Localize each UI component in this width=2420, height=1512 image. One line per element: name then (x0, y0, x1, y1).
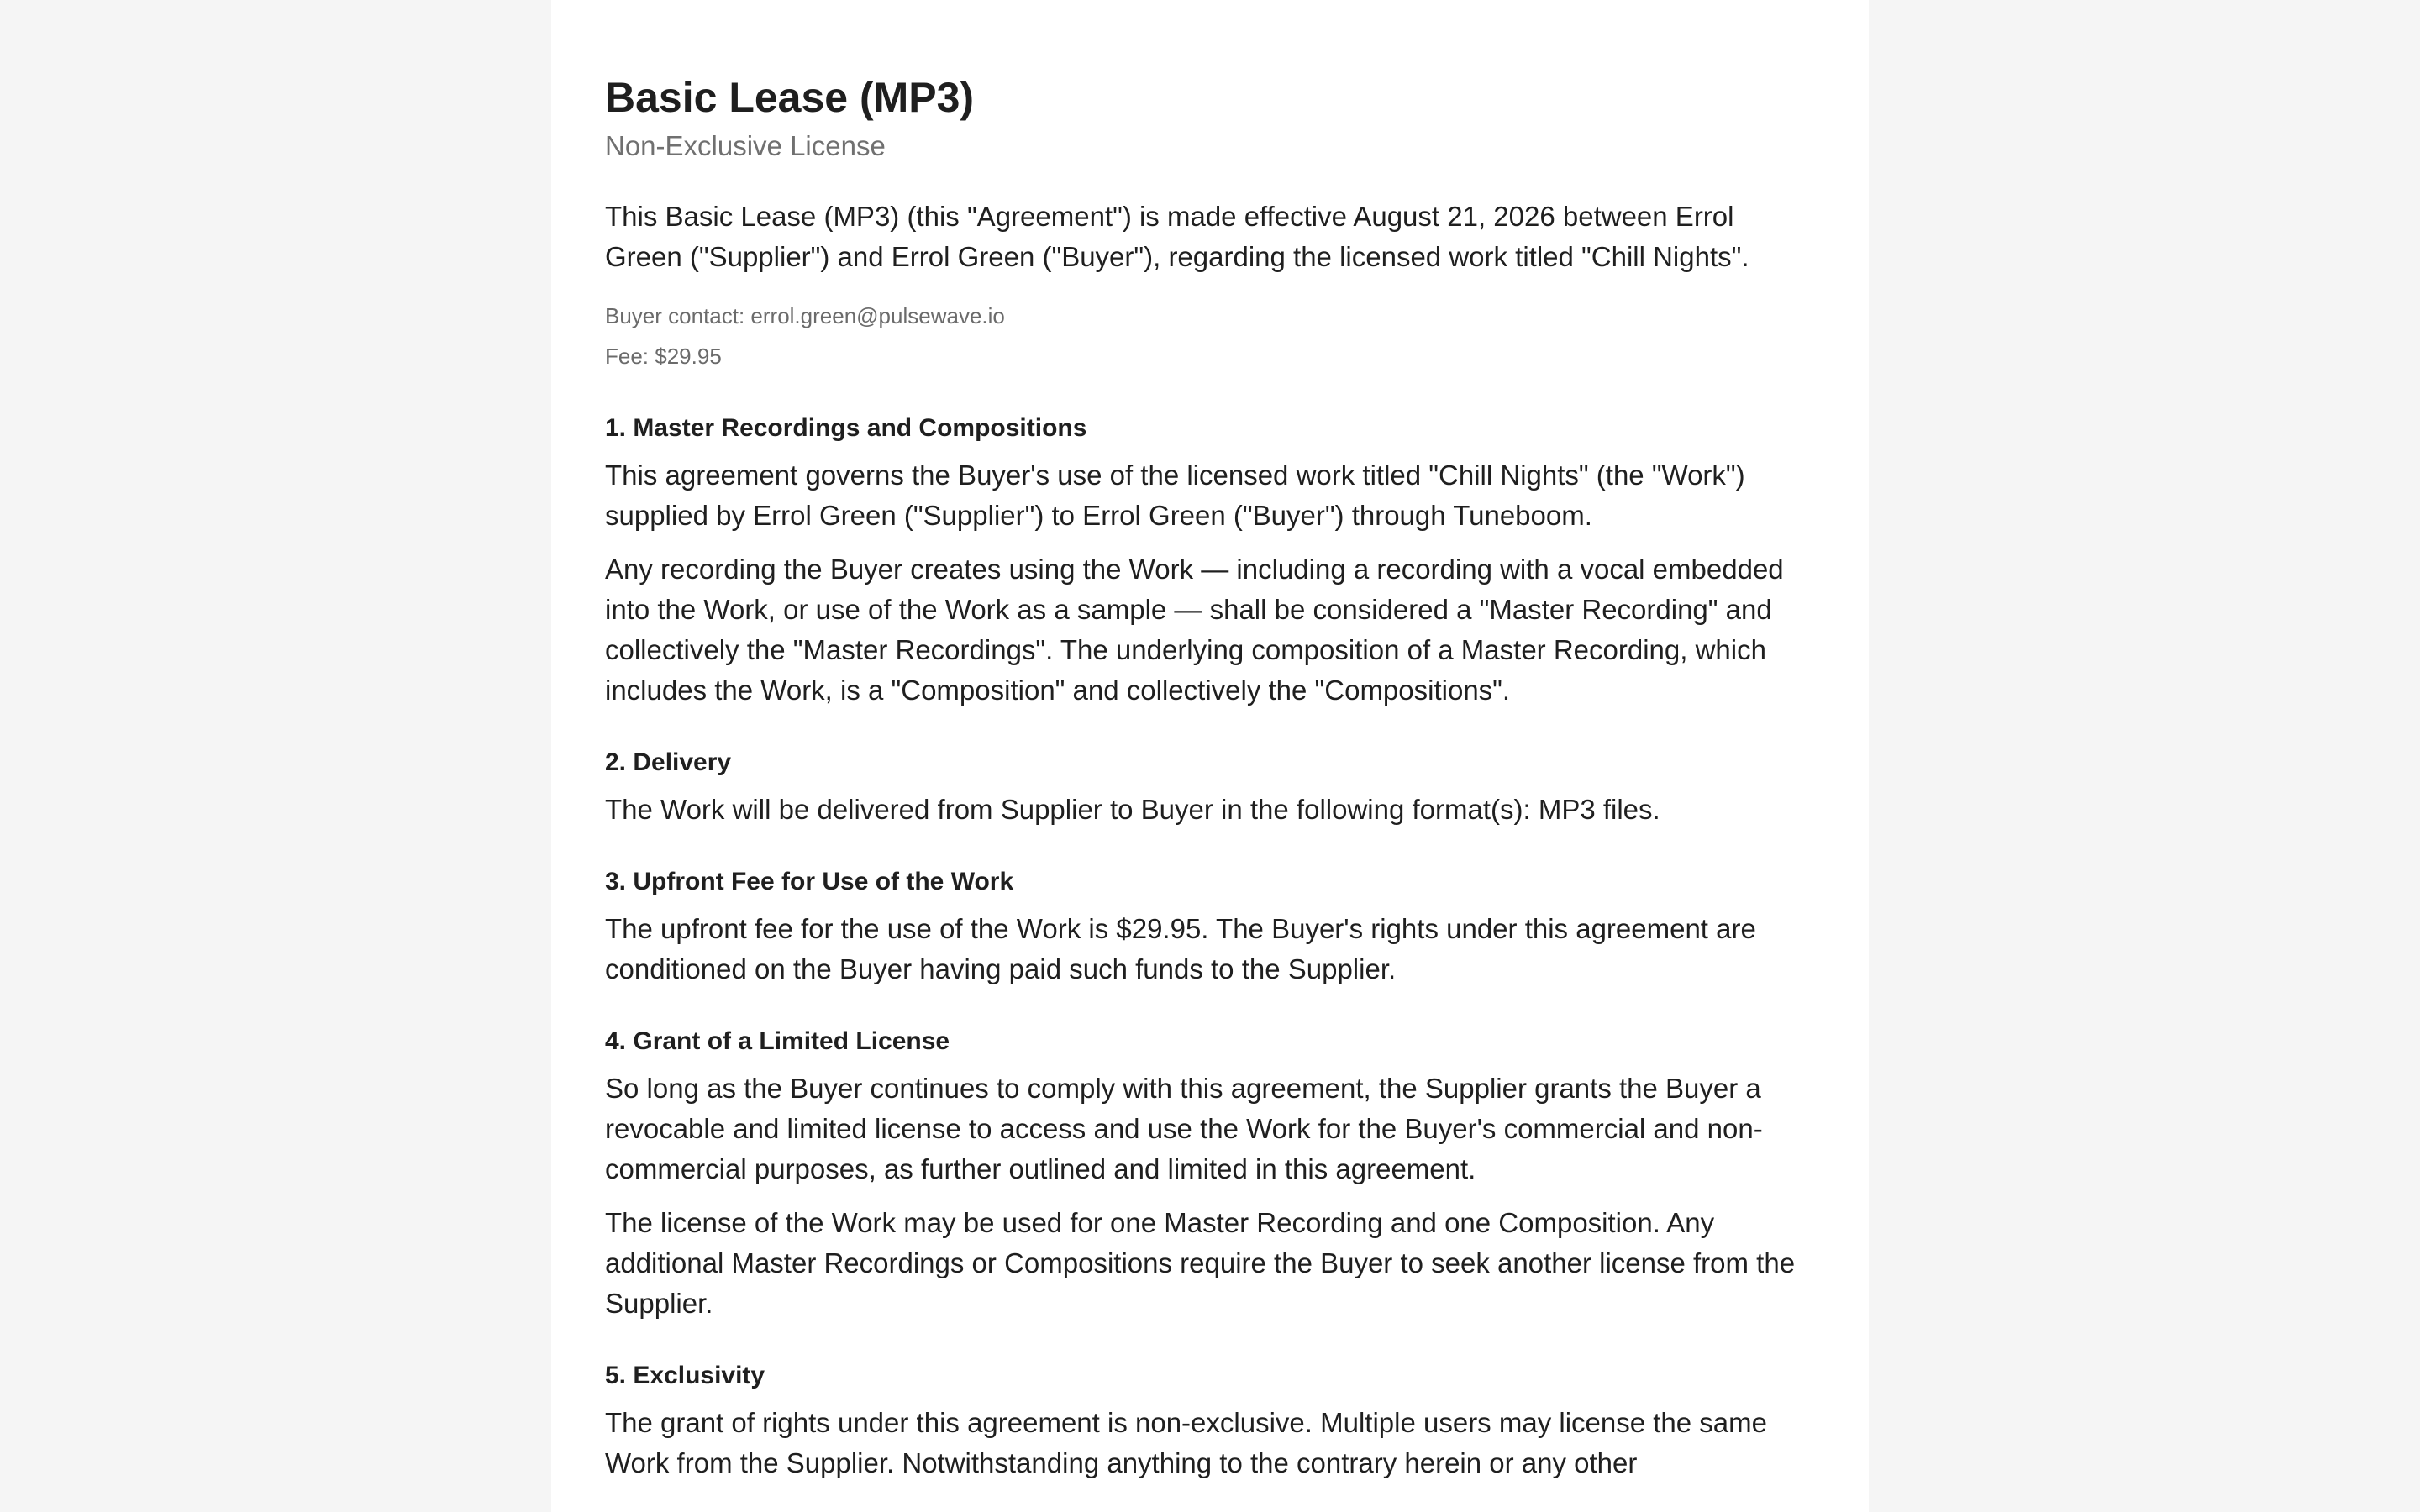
section-paragraph: This agreement governs the Buyer's use of the licensed work titled "Chill Nights" (the "Work") supplied by Errol Green ("Supplier") to Errol Green ("Buyer") through Tuneboom. (605, 459, 1745, 531)
intro-paragraph: This Basic Lease (MP3) (this "Agreement") is made effective August 21, 2026 between Errol Green ("Supplier") and Errol Green ("Buyer"), regarding the licensed work titled "Chill Nights". (605, 201, 1749, 272)
section-heading: 1. Master Recordings and Compositions (605, 414, 1087, 442)
buyer-contact: Buyer contact: errol.green@pulsewave.io (605, 303, 1005, 328)
section-heading: 5. Exclusivity (605, 1362, 765, 1389)
document-title: Basic Lease (MP3) (605, 74, 975, 121)
section-limited-license (605, 1023, 1815, 1324)
section-paragraph: So long as the Buyer continues to comply with this agreement, the Supplier grants the Buyer a revocable and limited license to access and use the Work for the Buyer's commercial and non-commercial purposes, as further outlined and limited in this agreement. (605, 1073, 1763, 1184)
section-upfront-fee (605, 864, 1815, 990)
section-paragraph: Any recording the Buyer creates using the Work — including a recording with a vocal embedded into the Work, or use of the Work as a sample — shall be considered a "Master Recording" and collectively the "Master Recordings". The underlying composition of a Master Recording, which includes the Work, is a "Composition" and collectively the "Compositions". (605, 554, 1784, 706)
section-paragraph: The upfront fee for the use of the Work is $29.95. The Buyer's rights under this agreement are conditioned on the Buyer having paid such funds to the Supplier. (605, 913, 1756, 984)
section-paragraph: The Work will be delivered from Supplier to Buyer in the following format(s): MP3 files. (605, 794, 1660, 825)
section-heading: 3. Upfront Fee for Use of the Work (605, 868, 1014, 895)
fee-line: Fee: $29.95 (605, 344, 722, 369)
section-paragraph: The grant of rights under this agreement is non-exclusive. Multiple users may license the same Work from the Supplier. Notwithstanding anything to the contrary herein or any other (605, 1407, 1767, 1478)
section-heading: 4. Grant of a Limited License (605, 1027, 950, 1055)
section-delivery (605, 744, 1815, 830)
section-paragraph: The license of the Work may be used for one Master Recording and one Composition. Any additional Master Recordings or Compositions require the Buyer to seek another license from the Supplier. (605, 1207, 1796, 1319)
section-exclusivity (605, 1357, 1815, 1483)
license-document (551, 0, 1869, 1512)
section-master-recordings (605, 410, 1815, 711)
document-subtitle: Non-Exclusive License (605, 130, 886, 161)
section-heading: 2. Delivery (605, 748, 732, 776)
